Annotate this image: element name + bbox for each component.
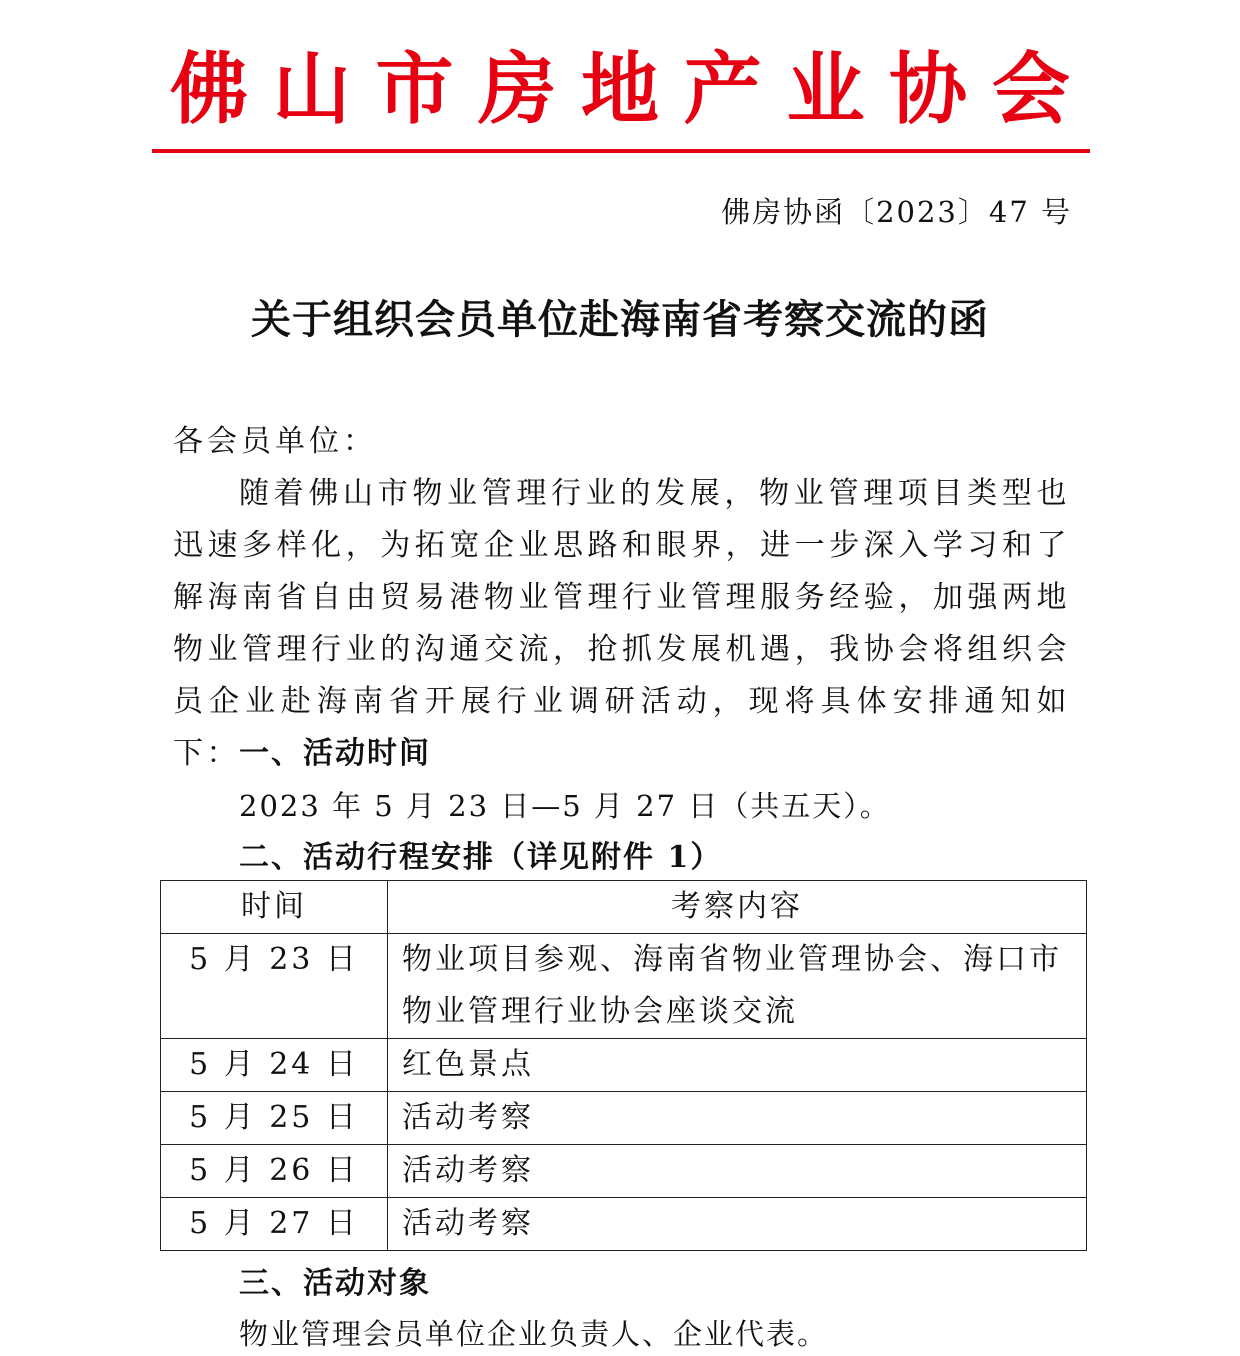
table-row (161, 1039, 1087, 1092)
participants-text: 物业管理会员单位企业负责人、企业代表。 (239, 1317, 829, 1351)
org-name-char: 地 (580, 44, 659, 135)
table-cell-date: 5 月 26 日 (161, 1145, 388, 1198)
table-row (161, 1092, 1087, 1145)
table-cell-content: 活动考察 (388, 1198, 1087, 1251)
document-title: 关于组织会员单位赴海南省考察交流的函 (251, 296, 989, 343)
table-row (161, 934, 1087, 1039)
org-name-char: 会 (991, 44, 1070, 135)
table-cell-content: 活动考察 (388, 1145, 1087, 1198)
org-name-char: 协 (889, 44, 968, 135)
table-cell-content: 物业项目参观、海南省物业管理协会、海口市物业管理行业协会座谈交流 (388, 934, 1087, 1039)
letterhead-red-rule (152, 149, 1090, 153)
table-header-content: 考察内容 (388, 881, 1087, 934)
org-name-char: 山 (272, 44, 351, 135)
intro-paragraph: 随着佛山市物业管理行业的发展，物业管理项目类型也迅速多样化，为拓宽企业思路和眼界，进一步深入学习和了解海南省自由贸易港物业管理行业管理服务经验，加强两地物业管理行业的沟通交流，抢抓发展机遇，我协会将组织会员企业赴海南省开展行业调研活动，现将具体安排通知如下： (173, 476, 1070, 771)
table-cell-date: 5 月 27 日 (161, 1198, 388, 1251)
document-number: 佛房协函〔2023〕47 号 (721, 195, 1072, 229)
org-name-char: 产 (683, 44, 762, 135)
org-name-char: 房 (478, 44, 557, 135)
table-cell-date: 5 月 25 日 (161, 1092, 388, 1145)
letterhead-org-name (150, 40, 1090, 140)
schedule-table (160, 880, 1087, 1251)
table-cell-date: 5 月 24 日 (161, 1039, 388, 1092)
activity-dates: 2023 年 5 月 23 日—5 月 27 日（共五天）。 (239, 789, 891, 823)
table-cell-date: 5 月 23 日 (161, 934, 388, 1039)
section-heading-participants: 三、活动对象 (239, 1266, 431, 1301)
org-name-char: 佛 (170, 44, 249, 135)
table-row (161, 1198, 1087, 1251)
org-name-char: 市 (375, 44, 454, 135)
salutation: 各会员单位： (173, 424, 377, 459)
table-header-date: 时间 (161, 881, 388, 934)
org-name-char: 业 (786, 44, 865, 135)
table-row (161, 1145, 1087, 1198)
table-header-row (161, 881, 1087, 934)
table-cell-content: 活动考察 (388, 1092, 1087, 1145)
table-cell-content: 红色景点 (388, 1039, 1087, 1092)
section-heading-schedule: 二、活动行程安排（详见附件 1） (239, 840, 723, 875)
section-heading-time: 一、活动时间 (239, 736, 431, 771)
